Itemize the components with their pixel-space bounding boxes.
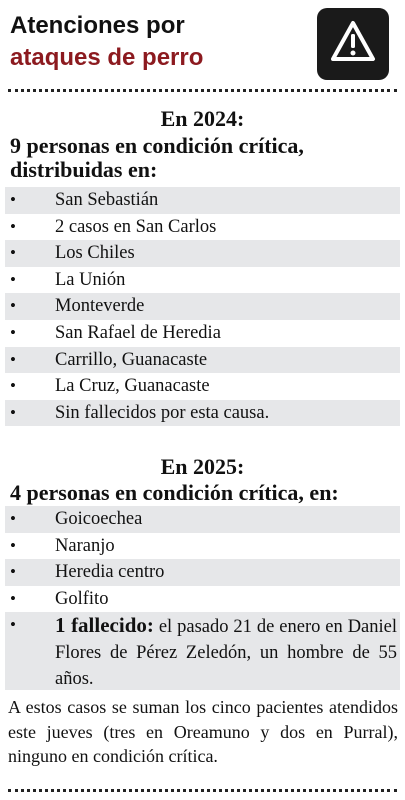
dotted-divider-bottom	[8, 789, 397, 792]
list-item	[5, 533, 400, 560]
title-line-1: Atenciones por	[10, 12, 185, 39]
bullet: •	[10, 402, 16, 422]
subtitle-2024-line-1: 9 personas en condición crítica,	[10, 133, 304, 158]
list-item	[5, 267, 400, 294]
list-2025	[5, 506, 400, 690]
list-item-text: La Unión	[55, 269, 126, 290]
bullet: •	[10, 509, 16, 528]
death-detail: el pasado 21 de enero en Daniel Flores de Pérez Zeledón, un hombre de 55 años.	[55, 617, 398, 690]
bullet: •	[10, 296, 16, 316]
bullet: •	[10, 562, 16, 582]
subtitle-2024-line-2: distribuidas en:	[10, 157, 158, 182]
list-item	[5, 320, 400, 347]
list-item	[5, 240, 400, 267]
list-item-text: Sin fallecidos por esta causa.	[55, 402, 270, 423]
title-line-2: ataques de perro	[10, 44, 204, 71]
footer-paragraph: A estos casos se suman los cinco pacientes atendidos este jueves (tres en Oreamuno y dos en Purral), ninguno en condición crítica.	[8, 697, 398, 766]
year-2025-title: En 2025:	[160, 454, 245, 479]
bullet: •	[10, 615, 16, 635]
list-item	[5, 400, 400, 427]
list-item	[5, 586, 400, 613]
list-item-text: La Cruz, Guanacaste	[55, 376, 210, 397]
list-item	[5, 559, 400, 586]
bullet: •	[10, 269, 16, 289]
list-2024	[5, 187, 400, 426]
list-item-text: Golfito	[55, 588, 109, 609]
list-item	[5, 214, 400, 241]
list-item-text: San Sebastián	[55, 190, 159, 210]
list-item-text: Goicoechea	[55, 509, 143, 529]
death-label: 1 fallecido:	[55, 613, 154, 638]
list-item	[5, 187, 400, 214]
header	[0, 0, 405, 88]
list-item-text: Carrillo, Guanacaste	[55, 349, 208, 370]
bullet: •	[10, 376, 16, 396]
warning-icon-box	[317, 8, 389, 80]
bullet: •	[10, 349, 16, 369]
list-item	[5, 293, 400, 320]
warning-triangle-icon	[329, 18, 377, 66]
list-item-text: Heredia centro	[55, 562, 165, 583]
list-item	[5, 347, 400, 374]
bullet: •	[10, 588, 16, 608]
list-item-death	[5, 612, 400, 690]
death-text	[55, 612, 397, 692]
list-item-text: Los Chiles	[55, 243, 135, 264]
list-item-text: Naranjo	[55, 535, 115, 556]
bullet: •	[10, 535, 16, 555]
bullet: •	[10, 243, 16, 263]
bullet: •	[10, 322, 16, 342]
list-item-text: 2 casos en San Carlos	[55, 216, 217, 237]
year-2024-title: En 2024:	[160, 106, 245, 131]
list-item-text: San Rafael de Heredia	[55, 322, 221, 343]
subtitle-2025: 4 personas en condición crítica, en:	[10, 480, 339, 505]
bullet: •	[10, 190, 16, 209]
list-item	[5, 506, 400, 533]
bullet: •	[10, 216, 16, 236]
dotted-divider-top	[8, 89, 397, 92]
list-item	[5, 373, 400, 400]
list-item-text: Monteverde	[55, 296, 145, 317]
